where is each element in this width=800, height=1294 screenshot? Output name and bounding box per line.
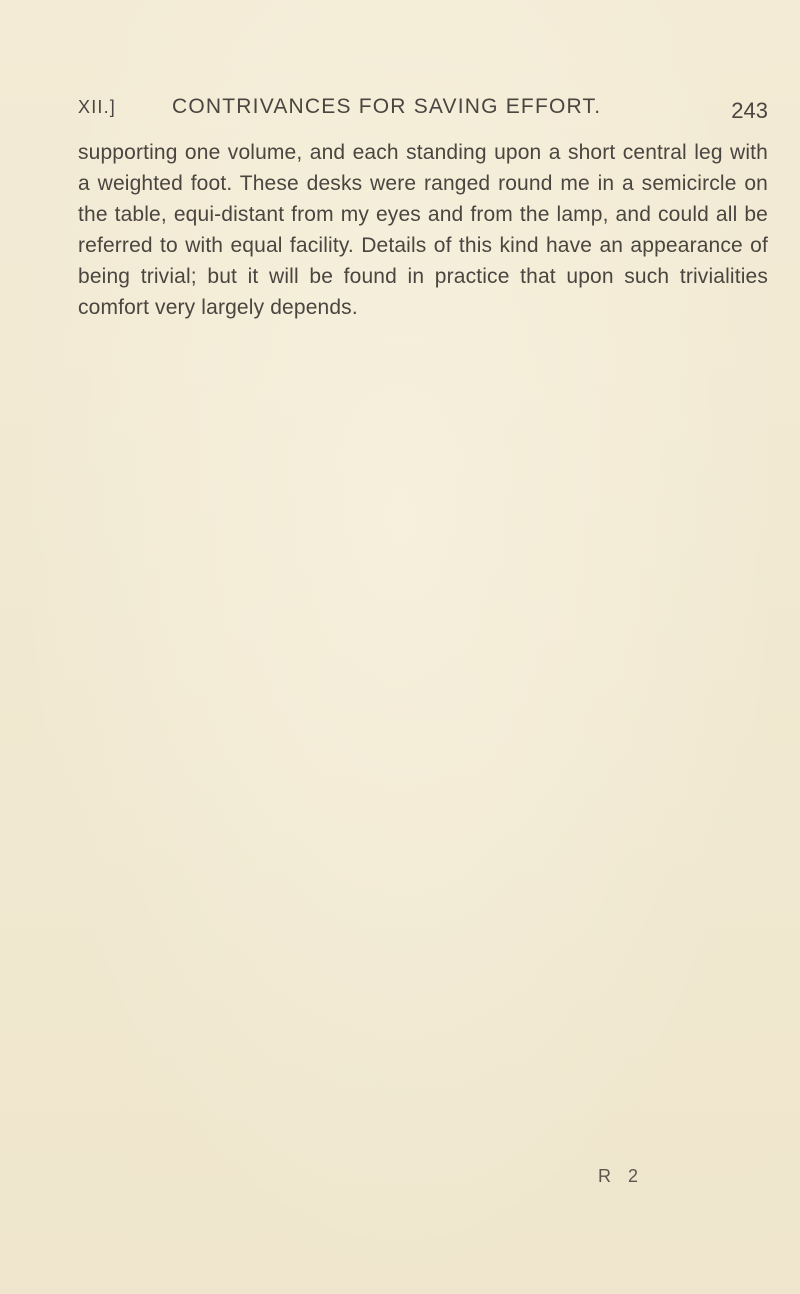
running-head (78, 91, 768, 123)
body-paragraph: supporting one volume, and each standing upon a short central leg with a weighted foot. These desks were ranged round me in a semicircle on the table, equi-distant from my eyes and from the lamp, and could all be referred to with equal facility. Details of this kind have an appearance of being trivial; but it will be found in practice that upon such trivialities comfort very largely depends. (78, 141, 768, 319)
page-number: 243 (731, 98, 768, 123)
signature-mark: R 2 (598, 1166, 645, 1186)
chapter-number: XII.] (78, 97, 117, 117)
running-title: CONTRIVANCES FOR SAVING EFFORT. (172, 95, 602, 118)
